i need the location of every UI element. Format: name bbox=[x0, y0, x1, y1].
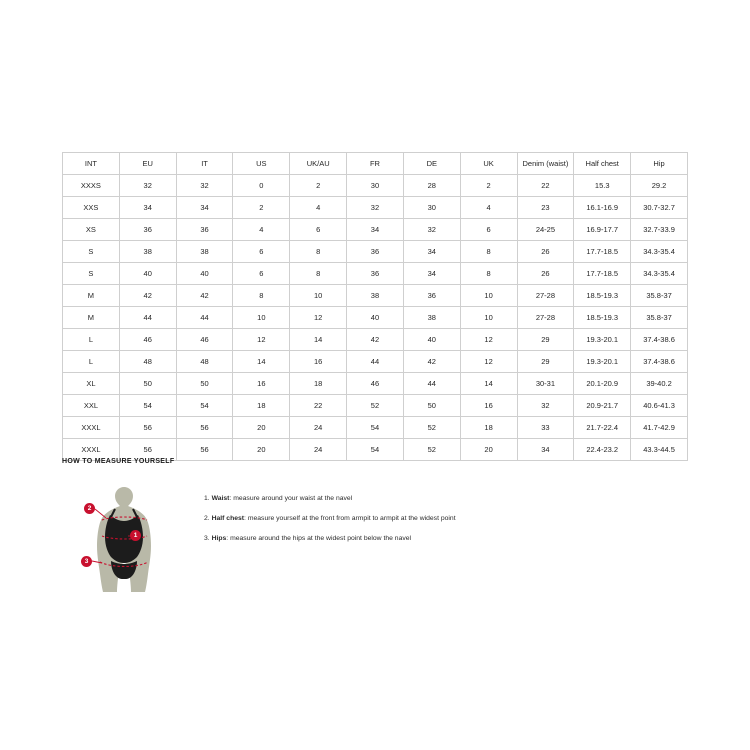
cell-fr: 46 bbox=[347, 373, 404, 395]
cell-us: 4 bbox=[233, 219, 290, 241]
cell-ukau: 14 bbox=[290, 329, 347, 351]
cell-eu: 50 bbox=[119, 373, 176, 395]
column-header-uk: UK bbox=[460, 153, 517, 175]
callout-marker-3: 3 bbox=[81, 556, 92, 567]
cell-half-chest: 19.3-20.1 bbox=[574, 351, 631, 373]
cell-de: 42 bbox=[403, 351, 460, 373]
cell-de: 30 bbox=[403, 197, 460, 219]
cell-uk: 2 bbox=[460, 175, 517, 197]
cell-fr: 30 bbox=[347, 175, 404, 197]
cell-half-chest: 17.7-18.5 bbox=[574, 263, 631, 285]
cell-int: XL bbox=[63, 373, 120, 395]
cell-de: 32 bbox=[403, 219, 460, 241]
measure-instruction-half-chest bbox=[204, 515, 456, 523]
cell-it: 38 bbox=[176, 241, 233, 263]
cell-denim-waist: 30-31 bbox=[517, 373, 574, 395]
cell-int: M bbox=[63, 307, 120, 329]
cell-uk: 10 bbox=[460, 285, 517, 307]
cell-eu: 54 bbox=[119, 395, 176, 417]
column-header-ukau: UK/AU bbox=[290, 153, 347, 175]
table-row bbox=[63, 263, 688, 285]
callout-marker-1: 1 bbox=[130, 530, 141, 541]
cell-uk: 14 bbox=[460, 373, 517, 395]
cell-half-chest: 16.1-16.9 bbox=[574, 197, 631, 219]
cell-eu: 48 bbox=[119, 351, 176, 373]
cell-de: 52 bbox=[403, 417, 460, 439]
measure-instruction-number: 2. bbox=[204, 515, 210, 523]
cell-denim-waist: 22 bbox=[517, 175, 574, 197]
cell-uk: 8 bbox=[460, 263, 517, 285]
cell-fr: 36 bbox=[347, 241, 404, 263]
cell-us: 10 bbox=[233, 307, 290, 329]
table-header-row bbox=[63, 153, 688, 175]
column-header-it: IT bbox=[176, 153, 233, 175]
cell-denim-waist: 32 bbox=[517, 395, 574, 417]
cell-denim-waist: 24-25 bbox=[517, 219, 574, 241]
cell-eu: 44 bbox=[119, 307, 176, 329]
column-header-half-chest: Half chest bbox=[574, 153, 631, 175]
table-row bbox=[63, 175, 688, 197]
cell-it: 32 bbox=[176, 175, 233, 197]
cell-de: 50 bbox=[403, 395, 460, 417]
cell-int: L bbox=[63, 351, 120, 373]
cell-denim-waist: 33 bbox=[517, 417, 574, 439]
cell-us: 8 bbox=[233, 285, 290, 307]
how-to-measure-section bbox=[62, 458, 682, 594]
cell-half-chest: 22.4-23.2 bbox=[574, 439, 631, 461]
cell-denim-waist: 29 bbox=[517, 351, 574, 373]
cell-de: 34 bbox=[403, 241, 460, 263]
cell-us: 6 bbox=[233, 263, 290, 285]
how-to-measure-title: HOW TO MEASURE YOURSELF bbox=[62, 458, 175, 465]
cell-hip: 40.6-41.3 bbox=[631, 395, 688, 417]
table-row bbox=[63, 197, 688, 219]
cell-us: 0 bbox=[233, 175, 290, 197]
cell-fr: 54 bbox=[347, 417, 404, 439]
cell-de: 40 bbox=[403, 329, 460, 351]
column-header-de: DE bbox=[403, 153, 460, 175]
measure-instructions-list bbox=[204, 479, 456, 555]
cell-it: 46 bbox=[176, 329, 233, 351]
size-chart-container bbox=[62, 152, 688, 461]
cell-eu: 34 bbox=[119, 197, 176, 219]
cell-ukau: 8 bbox=[290, 241, 347, 263]
cell-it: 42 bbox=[176, 285, 233, 307]
cell-it: 56 bbox=[176, 439, 233, 461]
table-row bbox=[63, 241, 688, 263]
column-header-hip: Hip bbox=[631, 153, 688, 175]
cell-ukau: 24 bbox=[290, 439, 347, 461]
cell-de: 28 bbox=[403, 175, 460, 197]
cell-us: 18 bbox=[233, 395, 290, 417]
column-header-denim-waist: Denim (waist) bbox=[517, 153, 574, 175]
cell-ukau: 24 bbox=[290, 417, 347, 439]
cell-fr: 38 bbox=[347, 285, 404, 307]
cell-half-chest: 17.7-18.5 bbox=[574, 241, 631, 263]
cell-hip: 34.3-35.4 bbox=[631, 241, 688, 263]
cell-denim-waist: 27-28 bbox=[517, 307, 574, 329]
cell-hip: 30.7-32.7 bbox=[631, 197, 688, 219]
cell-it: 48 bbox=[176, 351, 233, 373]
cell-int: XXXS bbox=[63, 175, 120, 197]
cell-de: 44 bbox=[403, 373, 460, 395]
how-to-measure-body bbox=[62, 479, 682, 594]
cell-uk: 20 bbox=[460, 439, 517, 461]
cell-it: 40 bbox=[176, 263, 233, 285]
cell-hip: 34.3-35.4 bbox=[631, 263, 688, 285]
cell-int: S bbox=[63, 263, 120, 285]
cell-uk: 6 bbox=[460, 219, 517, 241]
cell-eu: 36 bbox=[119, 219, 176, 241]
column-header-fr: FR bbox=[347, 153, 404, 175]
cell-uk: 12 bbox=[460, 329, 517, 351]
cell-denim-waist: 26 bbox=[517, 241, 574, 263]
cell-de: 34 bbox=[403, 263, 460, 285]
cell-us: 20 bbox=[233, 439, 290, 461]
cell-fr: 52 bbox=[347, 395, 404, 417]
cell-fr: 40 bbox=[347, 307, 404, 329]
cell-uk: 4 bbox=[460, 197, 517, 219]
cell-it: 36 bbox=[176, 219, 233, 241]
cell-de: 52 bbox=[403, 439, 460, 461]
cell-fr: 44 bbox=[347, 351, 404, 373]
cell-ukau: 4 bbox=[290, 197, 347, 219]
body-measurement-diagram bbox=[62, 479, 192, 594]
table-row bbox=[63, 307, 688, 329]
cell-us: 6 bbox=[233, 241, 290, 263]
cell-us: 20 bbox=[233, 417, 290, 439]
column-header-int: INT bbox=[63, 153, 120, 175]
cell-it: 56 bbox=[176, 417, 233, 439]
cell-denim-waist: 23 bbox=[517, 197, 574, 219]
cell-uk: 16 bbox=[460, 395, 517, 417]
cell-uk: 18 bbox=[460, 417, 517, 439]
cell-half-chest: 15.3 bbox=[574, 175, 631, 197]
measure-instruction-text: : measure around your waist at the navel bbox=[229, 495, 353, 502]
column-header-eu: EU bbox=[119, 153, 176, 175]
cell-int: XXS bbox=[63, 197, 120, 219]
table-body bbox=[63, 175, 688, 461]
cell-hip: 39-40.2 bbox=[631, 373, 688, 395]
cell-half-chest: 21.7-22.4 bbox=[574, 417, 631, 439]
cell-hip: 35.8-37 bbox=[631, 285, 688, 307]
cell-hip: 32.7-33.9 bbox=[631, 219, 688, 241]
size-chart-table bbox=[62, 152, 688, 461]
cell-eu: 42 bbox=[119, 285, 176, 307]
cell-eu: 32 bbox=[119, 175, 176, 197]
cell-hip: 43.3-44.5 bbox=[631, 439, 688, 461]
cell-half-chest: 16.9-17.7 bbox=[574, 219, 631, 241]
cell-ukau: 6 bbox=[290, 219, 347, 241]
cell-int: S bbox=[63, 241, 120, 263]
measure-instruction-waist bbox=[204, 495, 456, 503]
cell-denim-waist: 27-28 bbox=[517, 285, 574, 307]
cell-it: 50 bbox=[176, 373, 233, 395]
cell-it: 44 bbox=[176, 307, 233, 329]
cell-half-chest: 18.5-19.3 bbox=[574, 307, 631, 329]
cell-denim-waist: 26 bbox=[517, 263, 574, 285]
cell-ukau: 8 bbox=[290, 263, 347, 285]
cell-it: 54 bbox=[176, 395, 233, 417]
measure-instruction-label: Hips bbox=[211, 535, 227, 543]
cell-ukau: 12 bbox=[290, 307, 347, 329]
cell-int: XS bbox=[63, 219, 120, 241]
cell-half-chest: 18.5-19.3 bbox=[574, 285, 631, 307]
cell-denim-waist: 29 bbox=[517, 329, 574, 351]
cell-fr: 42 bbox=[347, 329, 404, 351]
callout-marker-2: 2 bbox=[84, 503, 95, 514]
table-row bbox=[63, 395, 688, 417]
table-row bbox=[63, 373, 688, 395]
cell-fr: 32 bbox=[347, 197, 404, 219]
cell-hip: 29.2 bbox=[631, 175, 688, 197]
cell-int: XXXL bbox=[63, 417, 120, 439]
cell-half-chest: 20.1-20.9 bbox=[574, 373, 631, 395]
cell-eu: 40 bbox=[119, 263, 176, 285]
cell-eu: 56 bbox=[119, 439, 176, 461]
cell-eu: 38 bbox=[119, 241, 176, 263]
cell-de: 38 bbox=[403, 307, 460, 329]
female-body-figure-icon bbox=[62, 479, 192, 594]
cell-ukau: 18 bbox=[290, 373, 347, 395]
cell-us: 12 bbox=[233, 329, 290, 351]
cell-eu: 46 bbox=[119, 329, 176, 351]
cell-int: L bbox=[63, 329, 120, 351]
column-header-us: US bbox=[233, 153, 290, 175]
measure-instruction-text: : measure around the hips at the widest point below the navel bbox=[226, 535, 412, 543]
cell-denim-waist: 34 bbox=[517, 439, 574, 461]
measure-instruction-label: Half chest bbox=[211, 515, 245, 523]
measure-instruction-label: Waist bbox=[211, 495, 230, 502]
measure-instruction-hips bbox=[204, 535, 456, 543]
cell-hip: 41.7-42.9 bbox=[631, 417, 688, 439]
table-row bbox=[63, 329, 688, 351]
table-row bbox=[63, 417, 688, 439]
cell-ukau: 22 bbox=[290, 395, 347, 417]
cell-hip: 35.8-37 bbox=[631, 307, 688, 329]
cell-ukau: 10 bbox=[290, 285, 347, 307]
cell-uk: 10 bbox=[460, 307, 517, 329]
cell-uk: 12 bbox=[460, 351, 517, 373]
measure-instruction-text: : measure yourself at the front from armpit to armpit at the widest point bbox=[244, 515, 456, 523]
cell-us: 2 bbox=[233, 197, 290, 219]
cell-fr: 36 bbox=[347, 263, 404, 285]
cell-hip: 37.4-38.6 bbox=[631, 351, 688, 373]
cell-uk: 8 bbox=[460, 241, 517, 263]
table-row bbox=[63, 285, 688, 307]
cell-ukau: 16 bbox=[290, 351, 347, 373]
cell-de: 36 bbox=[403, 285, 460, 307]
cell-us: 16 bbox=[233, 373, 290, 395]
measure-instruction-number: 1. bbox=[204, 495, 210, 502]
cell-fr: 34 bbox=[347, 219, 404, 241]
cell-ukau: 2 bbox=[290, 175, 347, 197]
cell-eu: 56 bbox=[119, 417, 176, 439]
cell-half-chest: 19.3-20.1 bbox=[574, 329, 631, 351]
cell-us: 14 bbox=[233, 351, 290, 373]
table-row bbox=[63, 219, 688, 241]
cell-int: XXL bbox=[63, 395, 120, 417]
measure-instruction-number: 3. bbox=[204, 535, 210, 543]
cell-int: M bbox=[63, 285, 120, 307]
cell-it: 34 bbox=[176, 197, 233, 219]
cell-int: XXXL bbox=[63, 439, 120, 461]
cell-fr: 54 bbox=[347, 439, 404, 461]
table-row bbox=[63, 351, 688, 373]
cell-half-chest: 20.9-21.7 bbox=[574, 395, 631, 417]
cell-hip: 37.4-38.6 bbox=[631, 329, 688, 351]
